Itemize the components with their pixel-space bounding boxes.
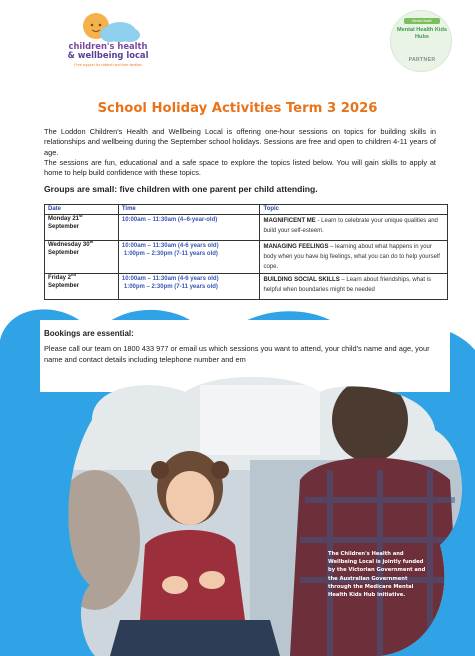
row-time — [118, 241, 260, 274]
intro-paragraph-2: The sessions are fun, educational and a safe space to explore the topics listed below. You will gain skills to apply at home to help build confidence with these topics. — [44, 158, 436, 178]
row-day-suffix: th — [89, 239, 94, 244]
row-time-1: 10:00am – 11:30am (4-6 years old) — [121, 243, 219, 249]
row-time-1: 10:00am – 11:30am (4-6 years old) — [121, 276, 219, 282]
partner-badge-strip — [404, 18, 440, 24]
partner-badge-icon — [390, 10, 452, 72]
partner-name: Mental Health Kids Hubs — [396, 27, 448, 40]
header-topic: Topic — [260, 205, 448, 215]
row-topic-desc: – learning about what happens in your body when you have big feelings, what you can do to help yourself cope. — [263, 244, 440, 270]
row-day: Wednesday 30 — [48, 242, 90, 248]
row-day-suffix: st — [79, 213, 83, 218]
partner-label: PARTNER — [408, 57, 436, 63]
row-time — [118, 215, 260, 241]
table-row — [45, 241, 448, 274]
table-header-row — [45, 205, 448, 215]
row-topic-desc: - Learn to celebrate your unique qualities and build your self-esteem. — [263, 218, 438, 234]
logo-title-line2: & wellbeing local — [67, 50, 149, 60]
row-month: September — [48, 223, 80, 230]
table-row — [45, 215, 448, 241]
sun-cloud-icon — [68, 10, 148, 44]
row-topic-title: MANAGING FEELINGS — [263, 244, 329, 250]
row-time-1: 10:00am – 11:30am (4–6-year-old) — [121, 217, 218, 223]
row-time-2: 1:00pm – 2:30pm (7-11 years old) — [123, 251, 218, 257]
row-topic — [260, 215, 448, 241]
intro-paragraph-1: The Loddon Children's Health and Wellbeing Local is offering one-hour sessions on topics for building skills in relationships and wellbeing during the September school holidays. Sessions are free and open to children 4-11 years of age. — [44, 127, 436, 157]
table-row — [45, 274, 448, 300]
row-day-suffix: nd — [71, 272, 76, 277]
header-date: Date — [45, 205, 119, 215]
bookings-text: Please call our team on 1800 433 977 or email us which sessions you want to attend, your child's name and age, your name and contact details including telephone number and em — [44, 344, 430, 364]
row-time-2: 1:00pm – 2:30pm (7-11 years old) — [123, 284, 218, 290]
page-title: School Holiday Activities Term 3 2026 — [97, 101, 378, 116]
row-topic — [260, 241, 448, 274]
row-day: Monday 21 — [48, 216, 80, 222]
groups-note: Groups are small: five children with one parent per child attending. — [44, 184, 318, 194]
row-day: Friday 2 — [48, 275, 72, 281]
row-date — [45, 274, 119, 300]
row-time — [118, 274, 260, 300]
bookings-heading: Bookings are essential: — [44, 329, 134, 338]
logo-title-line1: children's health — [68, 41, 148, 51]
row-month: September — [48, 249, 80, 256]
funding-note: The Children's Health and Wellbeing Local is jointly funded by the Victorian Government and the Australian Government through the Medicare Mental Health Kids Hub initiative. — [328, 551, 426, 599]
row-topic-title: BUILDING SOCIAL SKILLS — [263, 277, 340, 283]
partner-small-text: Mental Health — [412, 19, 432, 23]
logo-title — [48, 42, 168, 60]
row-date — [45, 215, 119, 241]
row-topic-title: MAGNIFICENT ME — [263, 218, 316, 224]
schedule-table — [44, 204, 448, 300]
row-topic-desc: – Learn about friendships, what is helpful when boundaries might be needed — [263, 277, 432, 293]
row-topic — [260, 274, 448, 300]
header-time: Time — [118, 205, 260, 215]
logo-tagline: Free support for children and their families — [74, 63, 142, 67]
chwl-logo — [48, 10, 158, 72]
row-month: September — [48, 282, 80, 289]
row-date — [45, 241, 119, 274]
